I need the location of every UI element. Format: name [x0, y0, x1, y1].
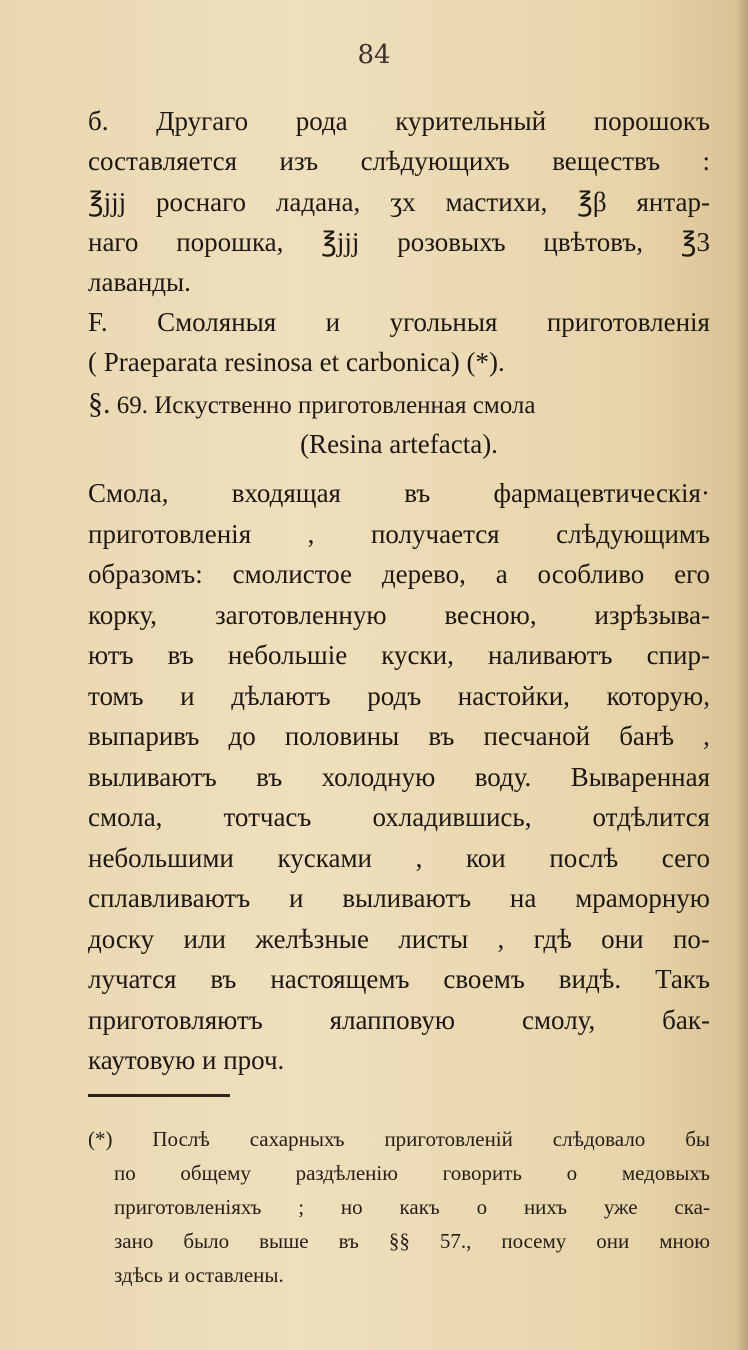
text-line: корку, заготовленную весною, изрѣзыва- [88, 600, 710, 630]
text-line: каутовую и проч. [88, 1045, 285, 1075]
paragraph-title: 69. Искуственно приготовленная смола [116, 392, 536, 419]
section-heading: F. Смоляныя и угольныя приготовленія [88, 307, 710, 337]
paragraph-heading [88, 384, 710, 426]
text-line: небольшими кусками , кои послѣ сего [88, 843, 710, 873]
text-line: составляется изъ слѣдующихъ веществъ : [88, 146, 710, 176]
text-line: приготовленія , получается слѣдующимъ [88, 519, 710, 549]
text-line: образомъ: смолистое дерево, а особливо его [88, 559, 710, 589]
text-line: Смола, входящая въ фармацевтическія· [88, 478, 710, 508]
footnote-rule [88, 1094, 230, 1097]
text-line: сплавливаютъ и выливаютъ на мраморную [88, 883, 710, 913]
footnote-line: по общему раздѣленію говорить о медовыхъ [114, 1161, 710, 1185]
footnote-line: (*) Послѣ сахарныхъ приготовленій слѣдовало бы [88, 1127, 710, 1151]
section-heading-latin: ( Praeparata resinosa et carbonica) (*). [88, 347, 505, 377]
text-line: ℥jjj роснаго ладана, ʒx мастихи, ℥β янтар- [88, 187, 710, 217]
text-line: выпаривъ до половины въ песчаной банѣ , [88, 721, 710, 751]
page-number: 84 [357, 40, 391, 70]
footnote-line: приготовленіяхъ ; но какъ о нихъ уже ска- [114, 1195, 710, 1219]
text-line: наго порошка, ℥jjj розовыхъ цвѣтовъ, ℥3 [88, 227, 710, 257]
footnote-line: здѣсь и оставлены. [114, 1263, 284, 1287]
text-line: смола, тотчасъ охладившись, отдѣлится [88, 802, 710, 832]
footnote-line: зано было выше въ §§ 57., посему они мною [114, 1229, 710, 1253]
text-line: лучатся въ настоящемъ своемъ видѣ. Такъ [88, 964, 710, 994]
text-line: томъ и дѣлаютъ родъ настойки, которую, [88, 681, 710, 711]
text-line: ютъ въ небольшіе куски, наливаютъ спир- [88, 640, 710, 670]
text-line: б. Другаго рода курительный порошокъ [88, 106, 710, 136]
section-sign: §. [88, 387, 111, 420]
paragraph-latin-title: (Resina artefacta). [300, 429, 498, 459]
page-edge-shadow [736, 0, 748, 1350]
text-line: выливаютъ въ холодную воду. Вываренная [88, 762, 710, 792]
text-line: приготовляютъ ялапповую смолу, бак- [88, 1005, 710, 1035]
text-line: лаванды. [88, 267, 191, 297]
text-line: доску или желѣзные листы , гдѣ они по- [88, 924, 710, 954]
